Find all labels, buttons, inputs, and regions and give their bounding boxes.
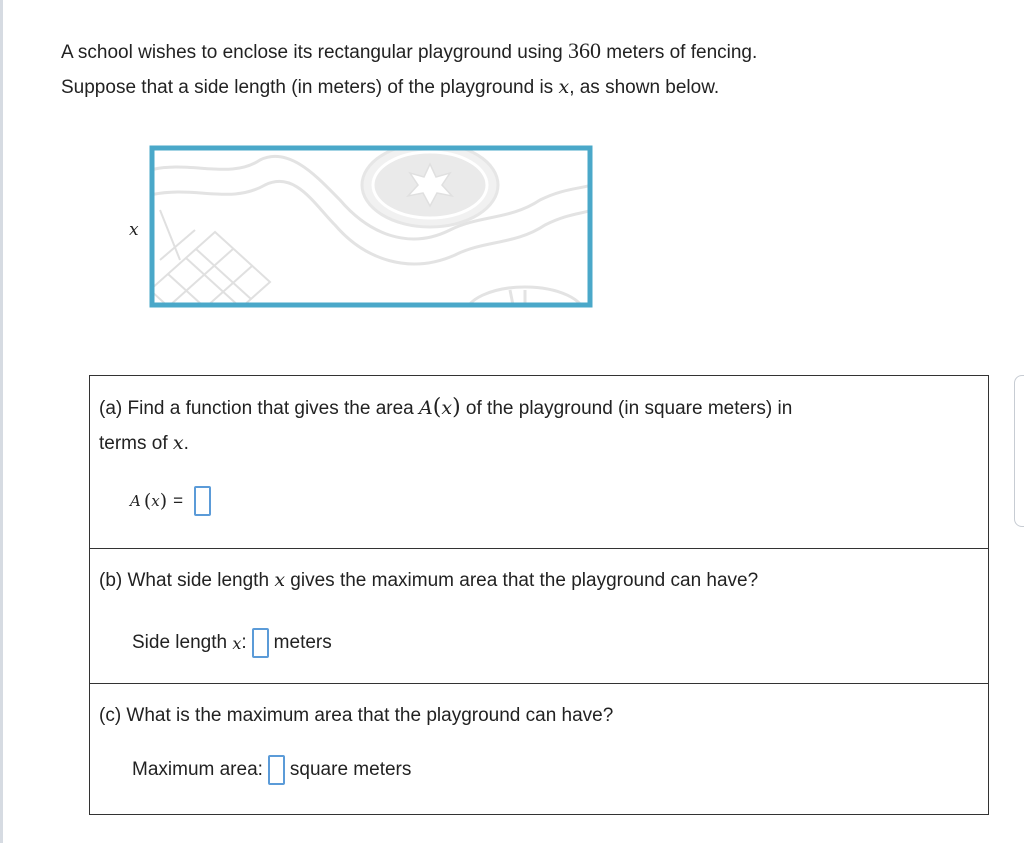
part-a-answer: A ( x ) =: [130, 486, 216, 516]
part-a-section: [89, 375, 989, 549]
left-border: [0, 0, 3, 843]
part-c-question: (c) What is the maximum area that the playground can have?: [99, 705, 614, 726]
part-c-answer: Maximum area: square meters: [132, 755, 411, 785]
part-b-answer: Side length x : meters: [132, 628, 332, 658]
playground-figure: [120, 140, 600, 315]
max-area-input[interactable]: [268, 755, 285, 785]
part-b-section: [89, 548, 989, 684]
intro-line-2: Suppose that a side length (in meters) of the playground is x, as shown below.: [61, 76, 720, 98]
side-panel-tab[interactable]: [1014, 375, 1024, 527]
area-function-input[interactable]: [194, 486, 211, 516]
problem-statement: [61, 33, 757, 105]
part-a-question: (a) Find a function that gives the area A(x) of the playground (in square meters) in terms of x.: [99, 395, 793, 454]
side-length-input[interactable]: [252, 628, 269, 658]
fencing-amount: 360: [567, 38, 601, 63]
variable-x: x: [558, 76, 570, 98]
intro-line-1: A school wishes to enclose its rectangular playground using 360 meters of fencing.: [61, 38, 758, 63]
side-length-label: x: [129, 220, 139, 240]
part-c-section: [89, 683, 989, 815]
playground-illustration: [120, 140, 600, 315]
part-b-question: (b) What side length x gives the maximum area that the playground can have?: [99, 569, 759, 591]
